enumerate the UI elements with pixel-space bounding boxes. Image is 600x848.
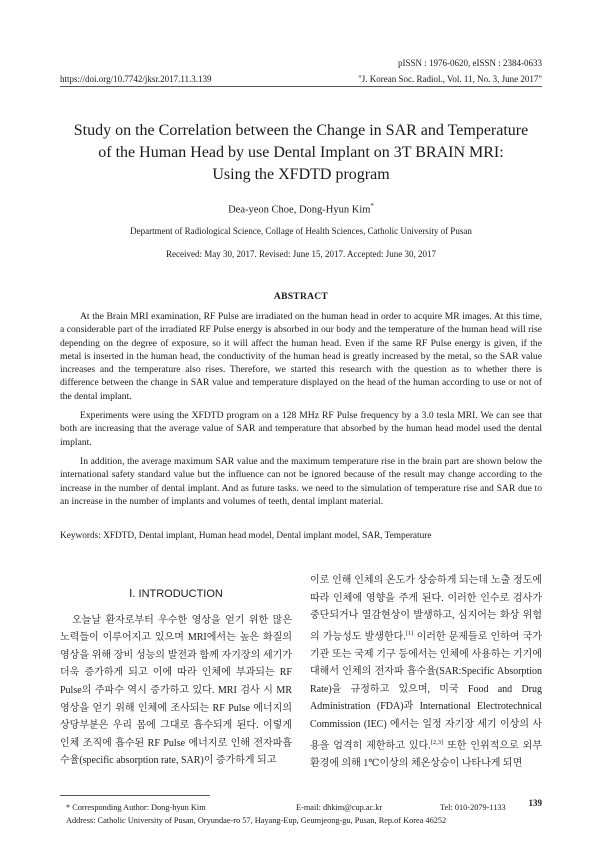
doi-link[interactable]: https://doi.org/10.7742/jksr.2017.11.3.139 [60, 74, 212, 84]
intro-text-b: 이러한 문제들로 인하여 국가기관 또는 국제 기구 등에서는 인체에 사용하는 기기에 대해서 인체의 전자파 흡수율(SAR:Specific Absorption Rate)을 규정하고 있으며, 미국 Food and Drug Administration (FDA)과 International Electrotechnical Commission (IEC) 에서는 일정 자기장 세기 이상의 사용을 엄격히 제한하고 있다. [310, 631, 542, 751]
right-column [310, 572, 542, 772]
keywords: Keywords: XFDTD, Dental implant, Human head model, Dental implant model, SAR, Temperature [60, 531, 432, 541]
author-email[interactable]: E-mail: dhkim@cup.ac.kr [296, 803, 383, 812]
footnote [66, 802, 542, 828]
issn-line: pISSN : 1976-0620, eISSN : 2384-0633 [397, 58, 542, 68]
abstract-body [60, 310, 542, 514]
affiliation: Department of Radiological Science, Collage of Health Sciences, Catholic University of Pusan [130, 226, 472, 236]
page-number: 139 [528, 798, 542, 808]
author-tel: Tel: 010-2079-1133 [440, 803, 506, 812]
abstract-heading: ABSTRACT [273, 292, 329, 302]
submission-dates: Received: May 30, 2017. Revised: June 15, 2017. Accepted: June 30, 2017 [166, 249, 436, 259]
abstract-paragraph-1: At the Brain MRI examination, RF Pulse are irradiated on the human head in order to acquire MR images. At this time, a considerable part of the irradiated RF Pulse energy is absorbed in our body and the temperature of the human head will rise depending on the degree of exposure, so it will affect the human head. Even if the same RF Pulse energy is given, if the metal is inserted in the human head, the conductivity of the human head is greatly increased by the metal, so the SAR value increases and the temperature also rises. Therefore, we started this research with the question as to whether there is difference between the change in SAR value and temperature displayed on the head of the human according to use or not of the dental implant. [60, 311, 542, 402]
section-heading-introduction: Ⅰ. INTRODUCTION [129, 588, 223, 600]
corresponding-mark: * [370, 202, 374, 210]
title-line-1: Study on the Correlation between the Change in SAR and Temperature [73, 122, 529, 139]
corresponding-author: * Corresponding Author: Dong-hyun Kim [66, 803, 206, 812]
paper-title [60, 120, 542, 186]
author-address: Address: Catholic University of Pusan, Oryundae-ro 57, Hayang-Eup, Geumjeong-gu, Pusan, Rep.of Korea 46252 [66, 816, 447, 825]
abstract-paragraph-2: Experiments were using the XFDTD program on a 128 MHz RF Pulse frequency by a 3.0 tesla MRI. We can see that both are increasing that the average value of SAR and temperature that absorbed by the human head model used the dental implant. [60, 410, 542, 448]
header-rule [60, 86, 542, 87]
intro-paragraph-left: 오늘날 환자로부터 우수한 영상을 얻기 위한 많은 노력들이 이루어지고 있으며 MRI에서는 높은 화질의 영상을 위해 장비 성능의 발전과 함께 자기장의 세기가 더욱 증가하게 되고 이에 따라 인체에 부과되는 RF Pulse의 주파수 역시 증가하고 있다. MRI 검사 시 MR 영상을 얻기 위해 인체에 조사되는 RF Pulse 에너지의 상당부분은 우리 몸에 그대로 흡수되게 된다. 이렇게 인체 조직에 흡수된 RF Pulse 에너지로 인해 전자파흡수율(specific absorption rate, SAR)이 증가하게 되고 [60, 614, 292, 767]
title-line-2: of the Human Head by use Dental Implant on 3T BRAIN MRI: [98, 144, 504, 161]
author-names: Dea-yeon Choe, Dong-Hyun Kim [228, 204, 371, 216]
footnote-contact-row [66, 802, 542, 815]
title-line-3: Using the XFDTD program [212, 166, 390, 183]
citation-ref-1[interactable]: [1] [405, 629, 414, 637]
abstract-paragraph-3: In addition, the average maximum SAR value and the maximum temperature rise in the brain part are shown below the international safety standard value but the influence can not be ignored because of the result may change according to the increase in the number of dental implant. And as future tasks. we need to the simulation of temperature rise and SAR due to an increase in the number of implants and volumes of teeth, dental implant material. [60, 455, 542, 507]
intro-text-c: 또한 인위적으로 외부 환경에 의해 1℃이상의 체온상승이 나타나게 되면 [310, 740, 542, 769]
journal-citation: "J. Korean Soc. Radiol., Vol. 11, No. 3, June 2017" [358, 74, 542, 84]
intro-paragraph-right [310, 572, 542, 772]
intro-text-a: 이로 인해 인체의 온도가 상승하게 되는데 노출 정도에 따라 인체에 영향을 주게 된다. 이러한 인수로 검사가 중단되거나 열감현상이 발생하고, 심지어는 화상 위험의 가능성도 발생한다. [310, 575, 542, 643]
left-column [60, 586, 292, 770]
citation-ref-2-3[interactable]: [2,3] [430, 738, 444, 746]
author-list [60, 202, 542, 216]
footnote-rule [60, 795, 210, 796]
